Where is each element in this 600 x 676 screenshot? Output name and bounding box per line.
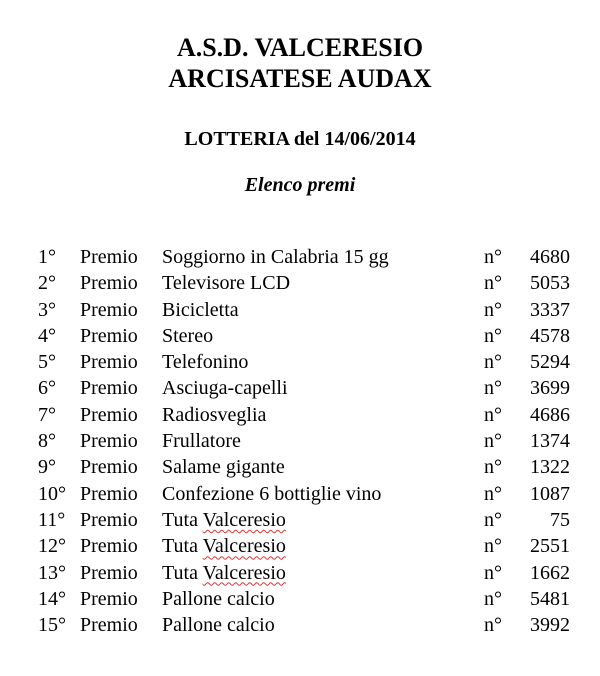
number-label: n° (484, 508, 502, 531)
prize-name: Radiosveglia (162, 403, 267, 426)
prize-rank: 12° (38, 535, 66, 558)
prize-rank: 5° (38, 351, 56, 374)
prize-word: Premio (80, 324, 138, 347)
prize-row (0, 612, 600, 638)
ticket-number: 1662 (530, 561, 570, 584)
prize-row (0, 481, 600, 507)
ticket-number: 5481 (530, 587, 570, 610)
prize-row (0, 402, 600, 428)
prize-rank: 1° (38, 246, 56, 268)
prize-rank: 6° (38, 377, 56, 400)
number-label: n° (484, 561, 502, 584)
prize-word: Premio (80, 614, 138, 637)
ticket-number: 2551 (530, 535, 570, 558)
ticket-number: 3699 (530, 377, 570, 400)
prize-rank: 4° (38, 324, 56, 347)
prize-row (0, 323, 600, 349)
prize-word: Premio (80, 587, 138, 610)
prize-word: Premio (80, 377, 138, 400)
number-label: n° (484, 614, 502, 637)
prize-name: Salame gigante (162, 456, 285, 479)
ticket-number: 5053 (530, 272, 570, 295)
prize-rank: 8° (38, 430, 56, 453)
prize-rank: 2° (38, 272, 56, 295)
prize-rank: 15° (38, 614, 66, 637)
prize-word: Premio (80, 246, 138, 268)
prize-row (0, 507, 600, 533)
prize-name: Televisore LCD (162, 272, 291, 295)
prize-name-flagged-word: Valceresio (202, 508, 286, 531)
prize-name-flagged-word: Valceresio (202, 535, 286, 558)
ticket-number: 1087 (530, 482, 570, 505)
organization-name-line-2: ARCISATESE AUDAX (168, 64, 432, 93)
prize-row (0, 244, 600, 270)
number-label: n° (484, 298, 502, 321)
prize-row (0, 349, 600, 375)
number-label: n° (484, 351, 502, 374)
number-label: n° (484, 324, 502, 347)
prize-list (0, 244, 600, 638)
prize-rank: 7° (38, 403, 56, 426)
prize-name-flagged-word: Valceresio (202, 561, 286, 584)
prize-name: Asciuga-capelli (162, 377, 288, 400)
prize-rank: 13° (38, 561, 66, 584)
prize-name: Soggiorno in Calabria 15 gg (162, 246, 389, 268)
prize-rank: 3° (38, 298, 56, 321)
prize-name: Pallone calcio (162, 587, 275, 610)
prize-word: Premio (80, 535, 138, 558)
number-label: n° (484, 403, 502, 426)
ticket-number: 3337 (530, 298, 570, 321)
number-label: n° (484, 482, 502, 505)
ticket-number: 5294 (530, 351, 570, 374)
lottery-title: LOTTERIA del 14/06/2014 (184, 128, 416, 150)
prize-row (0, 454, 600, 480)
prize-rank: 10° (38, 482, 66, 505)
prize-row (0, 297, 600, 323)
prize-name: Pallone calcio (162, 614, 275, 637)
number-label: n° (484, 456, 502, 479)
ticket-number: 4680 (530, 246, 570, 268)
ticket-number: 3992 (530, 614, 570, 637)
prize-word: Premio (80, 456, 138, 479)
prize-name: Frullatore (162, 430, 241, 453)
prize-name: Stereo (162, 324, 214, 347)
prize-word: Premio (80, 272, 138, 295)
prize-name-prefix: Tuta (162, 508, 203, 531)
prize-name: Bicicletta (162, 298, 239, 321)
prize-name-prefix: Tuta (162, 535, 203, 558)
prize-name (162, 533, 286, 559)
prize-name: Telefonino (162, 351, 249, 374)
ticket-number: 1322 (530, 456, 570, 479)
prize-list-heading: Elenco premi (244, 174, 356, 196)
prize-name-prefix: Tuta (162, 561, 203, 584)
prize-row (0, 560, 600, 586)
number-label: n° (484, 535, 502, 558)
number-label: n° (484, 430, 502, 453)
prize-word: Premio (80, 508, 138, 531)
organization-name-line-1: A.S.D. VALCERESIO (176, 33, 424, 62)
prize-row (0, 270, 600, 296)
ticket-number: 4578 (530, 324, 570, 347)
prize-word: Premio (80, 561, 138, 584)
prize-word: Premio (80, 430, 138, 453)
prize-word: Premio (80, 298, 138, 321)
number-label: n° (484, 272, 502, 295)
prize-word: Premio (80, 351, 138, 374)
prize-name: Confezione 6 bottiglie vino (162, 482, 382, 505)
ticket-number: 75 (550, 508, 570, 531)
prize-word: Premio (80, 403, 138, 426)
number-label: n° (484, 377, 502, 400)
prize-rank: 14° (38, 587, 66, 610)
prize-name (162, 507, 286, 533)
ticket-number: 4686 (530, 403, 570, 426)
number-label: n° (484, 587, 502, 610)
prize-row (0, 428, 600, 454)
prize-row (0, 375, 600, 401)
ticket-number: 1374 (530, 430, 570, 453)
prize-rank: 9° (38, 456, 56, 479)
prize-word: Premio (80, 482, 138, 505)
prize-rank: 11° (38, 508, 66, 531)
prize-row (0, 533, 600, 559)
number-label: n° (484, 246, 502, 268)
prize-row (0, 586, 600, 612)
prize-name (162, 560, 286, 586)
